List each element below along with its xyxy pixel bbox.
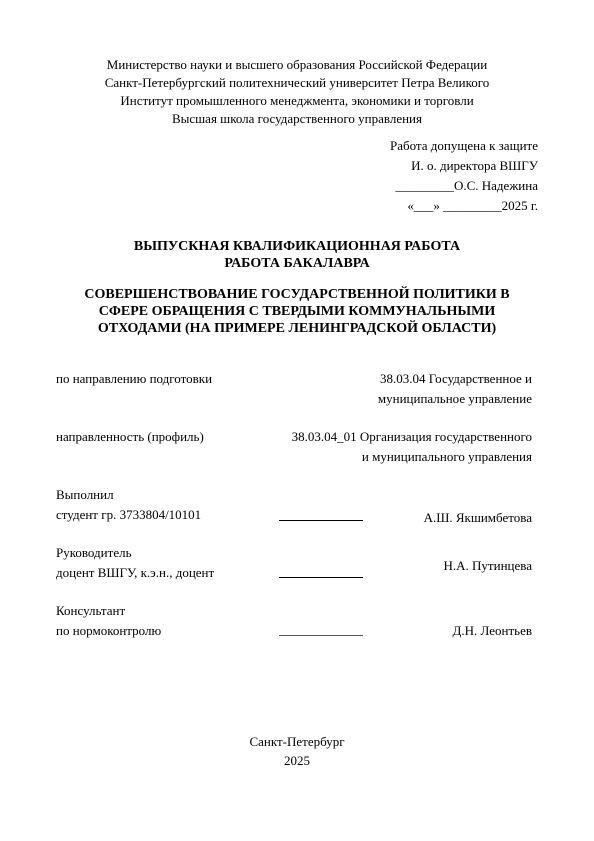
consultant-name: Д.Н. Леонтьев	[452, 623, 532, 638]
approval-signature: _________О.С. Надежина	[395, 178, 538, 193]
author-role: Выполнил	[56, 487, 114, 502]
direction-value-line2: муниципальное управление	[377, 391, 532, 406]
consultant-signature-line	[279, 635, 363, 636]
author-signature-line	[279, 520, 363, 521]
author-name: А.Ш. Якшимбетова	[423, 510, 532, 525]
approval-director-title: И. о. директора ВШГУ	[411, 158, 538, 173]
consultant-role: Консультант	[56, 603, 126, 618]
profile-value-line1: 38.03.04_01 Организация государственного	[291, 429, 532, 444]
university-line: Санкт-Петербургский политехнический университет Петра Великого	[104, 75, 490, 90]
supervisor-block	[56, 544, 214, 582]
institute-line: Институт промышленного менеджмента, экономики и торговли	[120, 93, 474, 108]
profile-value	[292, 428, 532, 466]
direction-label: по направлению подготовки	[56, 371, 213, 386]
document-title	[0, 238, 594, 272]
footer-year: 2025	[284, 753, 310, 768]
footer	[0, 733, 594, 771]
document-type: ВЫПУСКНАЯ КВАЛИФИКАЦИОННАЯ РАБОТА	[133, 239, 461, 254]
document-subtype: РАБОТА БАКАЛАВРА	[224, 256, 370, 271]
profile-value-line2: и муниципального управления	[361, 449, 532, 464]
supervisor-position: доцент ВШГУ, к.э.н., доцент	[56, 565, 215, 580]
profile-label: направленность (профиль)	[56, 429, 204, 444]
direction-value	[378, 370, 532, 408]
thesis-topic: СОВЕРШЕНСТВОВАНИЕ ГОСУДАРСТВЕННОЙ ПОЛИТИКИ В СФЕРЕ ОБРАЩЕНИЯ С ТВЕРДЫМИ КОММУНАЛЬНЫМИ ОТХОДАМИ (НА ПРИМЕРЕ ЛЕНИНГРАДСКОЙ ОБЛАСТИ)	[84, 287, 510, 336]
footer-city: Санкт-Петербург	[249, 734, 345, 749]
supervisor-role: Руководитель	[56, 545, 132, 560]
approval-status: Работа допущена к защите	[389, 138, 538, 153]
supervisor-signature-line	[279, 577, 363, 578]
supervisor-name: Н.А. Путинцева	[443, 558, 532, 573]
direction-value-line1: 38.03.04 Государственное и	[380, 371, 532, 386]
school-line: Высшая школа государственного управления	[172, 111, 422, 126]
institution-header	[0, 56, 594, 128]
approval-block	[390, 136, 538, 216]
consultant-block	[56, 602, 161, 640]
author-position: студент гр. 3733804/10101	[56, 507, 202, 522]
approval-date: «___» _________2025 г.	[407, 198, 538, 213]
author-block	[56, 486, 201, 524]
consultant-position: по нормоконтролю	[56, 623, 162, 638]
ministry-line: Министерство науки и высшего образования Российской Федерации	[106, 57, 488, 72]
